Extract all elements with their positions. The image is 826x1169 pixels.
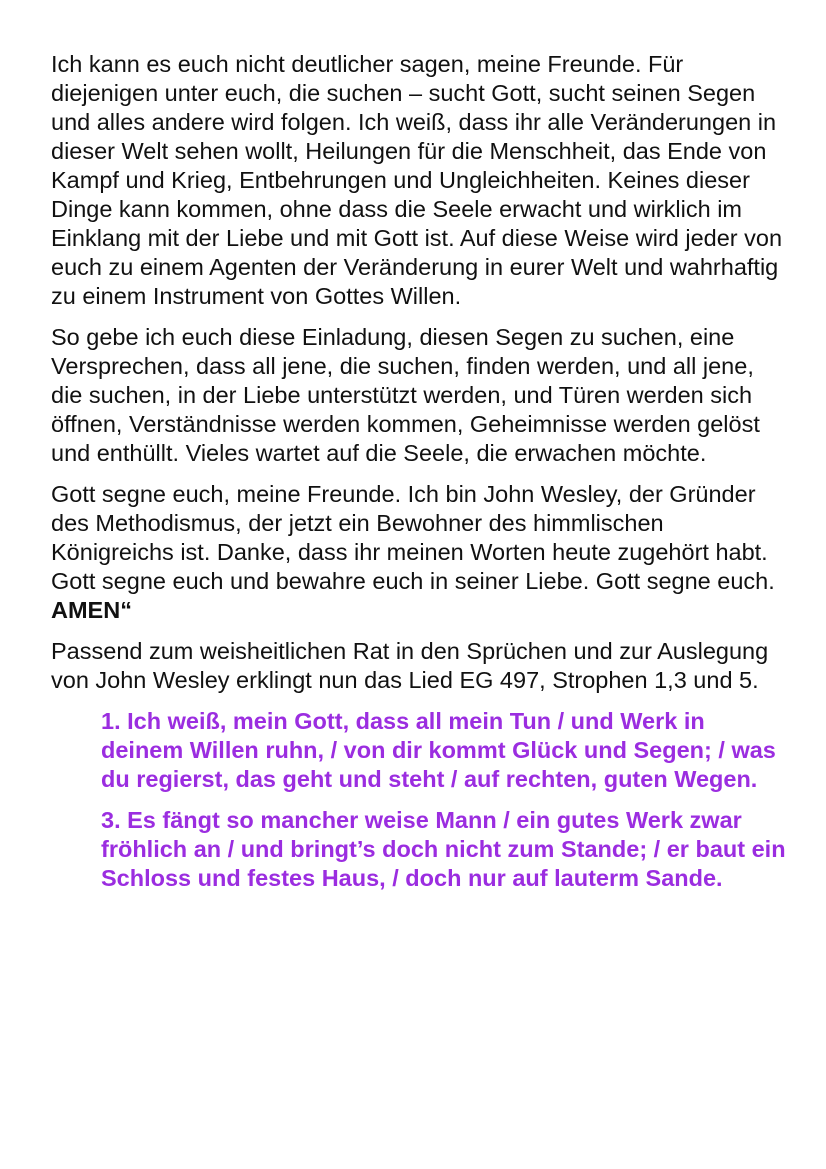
amen-closing: AMEN“ xyxy=(51,597,132,623)
paragraph-3 xyxy=(51,480,791,625)
document-page xyxy=(51,50,791,905)
paragraph-2: So gebe ich euch diese Einladung, diesen Segen zu suchen, eine Versprechen, dass all jene, die suchen, finden werden, und all jene, die suchen, in der Liebe unterstützt werden, und Türen werden sich öffnen, Verständnisse werden kommen, Geheimnisse werden gelöst und enthüllt. Vieles wartet auf die Seele, die erwachen möchte. xyxy=(51,324,760,466)
song-intro: Passend zum weisheitlichen Rat in den Sprüchen und zur Auslegung von John Wesley erklingt nun das Lied EG 497, Strophen 1,3 und 5. xyxy=(51,638,769,693)
hymn-verse-1: 1. Ich weiß, mein Gott, dass all mein Tun / und Werk in deinem Willen ruhn, / von dir kommt Glück und Segen; / was du regierst, das geht und steht / auf rechten, guten Wegen. xyxy=(101,708,776,792)
paragraph-1: Ich kann es euch nicht deutlicher sagen, meine Freunde. Für diejenigen unter euch, die suchen – sucht Gott, sucht seinen Segen und alles andere wird folgen. Ich weiß, dass ihr alle Veränderungen in dieser Welt sehen wollt, Heilungen für die Menschheit, das Ende von Kampf und Krieg, Entbehrungen und Ungleichheiten. Keines dieser Dinge kann kommen, ohne dass die Seele erwacht und wirklich im Einklang mit der Liebe und mit Gott ist. Auf diese Weise wird jeder von euch zu einem Agenten der Veränderung in eurer Welt und wahrhaftig zu einem Instrument von Gottes Willen. xyxy=(51,51,783,309)
hymn-verse-3: 3. Es fängt so mancher weise Mann / ein gutes Werk zwar fröhlich an / und bringt’s doch nicht zum Stande; / er baut ein Schloss und festes Haus, / doch nur auf lauterm Sande. xyxy=(101,807,786,891)
paragraph-3-text: Gott segne euch, meine Freunde. Ich bin John Wesley, der Gründer des Methodismus, der jetzt ein Bewohner des himmlischen Königreichs ist. Danke, dass ihr meinen Worten heute zugehört habt. Gott segne euch und bewahre euch in seiner Liebe. Gott segne euch. xyxy=(51,481,775,594)
